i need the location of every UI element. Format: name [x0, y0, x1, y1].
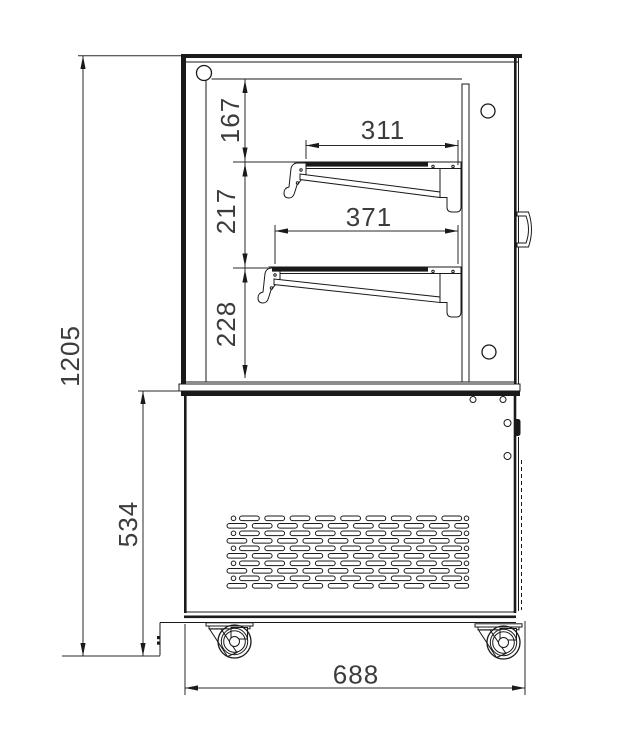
- top-cap: [181, 54, 522, 58]
- shelf-2-bracket-tab: [258, 268, 280, 303]
- cabinet-bottom: [184, 616, 516, 619]
- screw-hole: [504, 420, 511, 427]
- shelf-1-bracket-arm: [300, 174, 440, 198]
- dim-label-upper-shelf-width: 311: [360, 115, 406, 145]
- dim-overall-height: [55, 56, 181, 656]
- shelf-2: [258, 267, 461, 317]
- screw-hole: [470, 397, 476, 403]
- dim-label-middle-gap: 217: [211, 187, 242, 235]
- left-wall-upper: [181, 55, 186, 391]
- dim-label-top-gap: 167: [215, 96, 246, 144]
- caster-right: [475, 624, 522, 659]
- door-hinge-pin: [514, 419, 521, 436]
- shelf-2-bracket-arm: [274, 279, 440, 303]
- hinge-circle-top: [481, 104, 495, 118]
- dim-label-bottom-gap: 228: [211, 300, 242, 348]
- inner-glass-panel: [462, 84, 469, 382]
- shelf-2-bracket-step: [440, 274, 461, 318]
- dimensions: [55, 56, 525, 695]
- counter-band: [179, 382, 520, 396]
- dim-lower-height: [113, 391, 181, 656]
- shelf-2-surface: [272, 267, 428, 272]
- dim-upper-shelf-width: [306, 115, 458, 165]
- dim-lower-shelf-width: [275, 202, 458, 264]
- caster-left: [206, 623, 253, 658]
- door-handle: [517, 212, 532, 247]
- shelf-1-surface: [306, 162, 428, 167]
- hinge-circle-bottom: [482, 345, 496, 359]
- left-wall-lower: [184, 396, 187, 613]
- dim-shelf-gaps: [211, 79, 304, 378]
- vent-grille: [227, 516, 469, 588]
- shelf-1-bracket-tab: [284, 163, 306, 198]
- screw-hole: [504, 453, 511, 460]
- screw-hole: [500, 397, 506, 403]
- caster-hub: [230, 637, 240, 647]
- shelf-1-bracket-step: [440, 169, 461, 213]
- lower-cabinet: [157, 396, 522, 656]
- dim-label-overall-height: 1205: [55, 325, 86, 387]
- dim-label-lower-height: 534: [113, 500, 144, 548]
- right-wall-upper: [514, 58, 517, 385]
- dim-label-lower-shelf-width: 371: [345, 202, 393, 232]
- dim-label-overall-width: 688: [332, 659, 380, 690]
- interior-corner-circle: [197, 66, 212, 81]
